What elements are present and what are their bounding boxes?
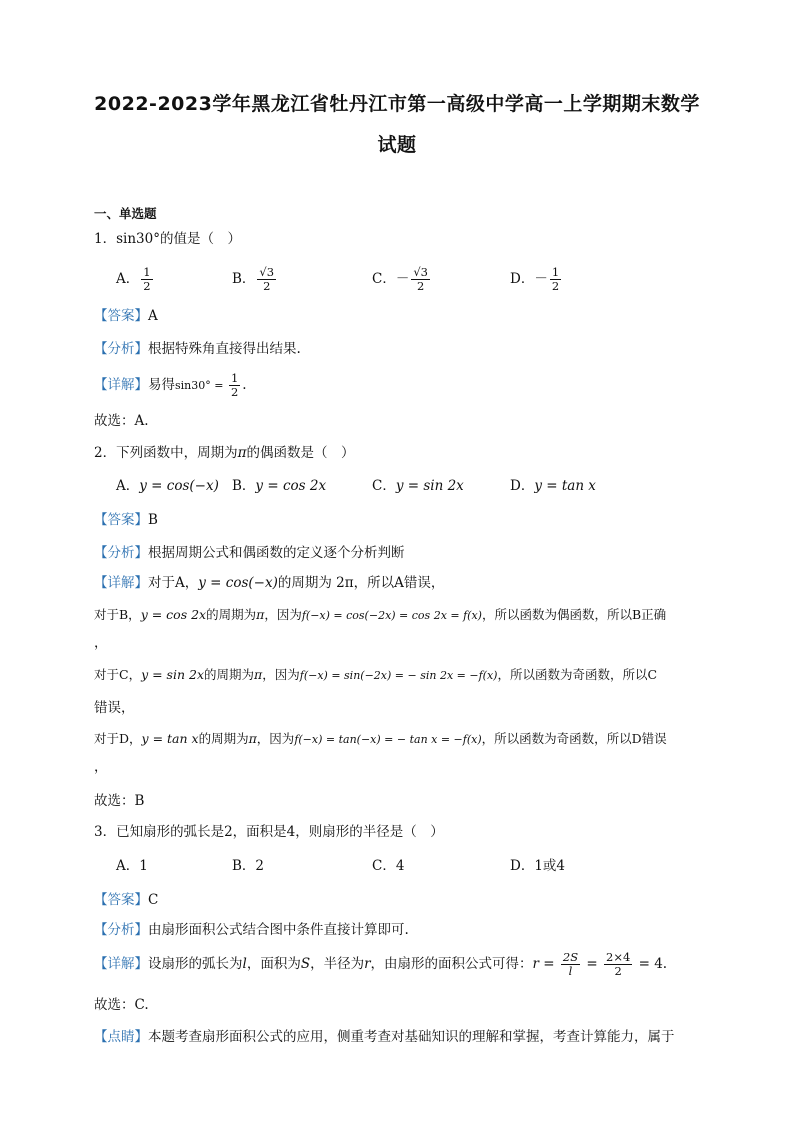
q2-option-a: A．y = cos(−x) [116, 478, 219, 494]
q1-answer: 【答案】A [94, 308, 158, 324]
q3-comment: 【点睛】本题考查扇形面积公式的应用，侧重考查对基础知识的理解和掌握，考查计算能力，属于 [94, 1029, 675, 1045]
comment-label: 【点睛】 [94, 1029, 148, 1045]
q2-option-b: B．y = cos 2x [232, 478, 327, 494]
q1-stem: 1．sin30°的值是（ ） [94, 231, 241, 247]
q1-analysis: 【分析】根据特殊角直接得出结果. [94, 341, 301, 357]
q3-choice: 故选：C. [94, 997, 149, 1013]
q1-detail: 【详解】易得sin30° = $\frac{1}{2}$ . [94, 371, 247, 399]
doc-title-line1: 2022-2023学年黑龙江省牡丹江市第一高级中学高一上学期期末数学 [94, 93, 700, 115]
detail-label: 【详解】 [94, 956, 148, 972]
fraction: $\frac{1}{2}$ [230, 371, 239, 399]
fraction: $\frac{√3}{2}$ [259, 265, 275, 293]
q2-detail-2-cont: ， [94, 635, 108, 651]
q2-option-c: C．y = sin 2x [372, 478, 464, 494]
q2-detail-4-cont: ， [94, 759, 108, 775]
analysis-label: 【分析】 [94, 545, 148, 561]
answer-label: 【答案】 [94, 512, 148, 528]
q3-option-c: C．4 [372, 858, 405, 874]
fraction: $\frac{√3}{2}$ [413, 265, 428, 293]
section-heading: 一、单选题 [94, 206, 157, 221]
detail-label: 【详解】 [94, 377, 148, 393]
q2-detail-2: 对于B，y = cos 2x的周期为π，因为f(−x) = cos(−2x) = cos 2x = f(x)，所以函数为偶函数，所以B正确 [94, 607, 667, 622]
q1-option-c: C．－ $\frac{√3}{2}$ [372, 265, 428, 293]
q3-answer: 【答案】C [94, 892, 159, 908]
fraction: $\frac{2\times 4}{2}$ [606, 950, 631, 978]
fraction: $\frac{1}{2}$ [551, 265, 560, 293]
q2-detail-4: 对于D，y = tan x的周期为π，因为f(−x) = tan(−x) = − tan x = −f(x)，所以函数为奇函数，所以D错误 [94, 731, 667, 746]
q3-option-b: B．2 [232, 858, 265, 874]
q2-detail-3: 对于C，y = sin 2x的周期为π，因为f(−x) = sin(−2x) = − sin 2x = −f(x)，所以函数为奇函数，所以C [94, 667, 658, 682]
doc-title-line2: 试题 [377, 134, 417, 156]
fraction: $\frac{2S}{l}$ [562, 950, 579, 978]
q1-choice: 故选：A. [94, 413, 149, 429]
q3-stem: 3．已知扇形的弧长是2，面积是4，则扇形的半径是（ ） [94, 824, 444, 840]
q2-detail-3-cont: 错误， [94, 700, 135, 716]
q2-stem: 2．下列函数中，周期为π的偶函数是（ ） [94, 445, 355, 461]
q3-detail: 【详解】设扇形的弧长为l，面积为S，半径为r，由扇形的面积公式可得：r = $\frac{2S}{l}$ = $\frac{2\times 4}{2}$ = 4. [94, 950, 668, 978]
q3-analysis: 【分析】由扇形面积公式结合图中条件直接计算即可. [94, 922, 409, 938]
q3-option-a: A．1 [116, 858, 148, 874]
fraction: $\frac{1}{2}$ [143, 265, 151, 293]
q2-option-d: D．y = tan x [510, 478, 596, 494]
q1-option-b: B． $\frac{√3}{2}$ [232, 265, 275, 293]
q1-option-d: D．－ $\frac{1}{2}$ [510, 265, 560, 293]
answer-label: 【答案】 [94, 892, 148, 908]
q2-analysis: 【分析】根据周期公式和偶函数的定义逐个分析判断 [94, 545, 405, 561]
q3-option-d: D．1或4 [510, 858, 566, 874]
detail-label: 【详解】 [94, 575, 148, 591]
q2-detail-1: 【详解】对于A，y = cos(−x)的周期为 2π，所以A错误， [94, 575, 445, 591]
analysis-label: 【分析】 [94, 341, 148, 357]
q2-choice: 故选：B [94, 793, 145, 809]
q2-answer: 【答案】B [94, 512, 158, 528]
analysis-label: 【分析】 [94, 922, 148, 938]
answer-label: 【答案】 [94, 308, 148, 324]
q1-option-a: A． $\frac{1}{2}$ [116, 265, 151, 293]
